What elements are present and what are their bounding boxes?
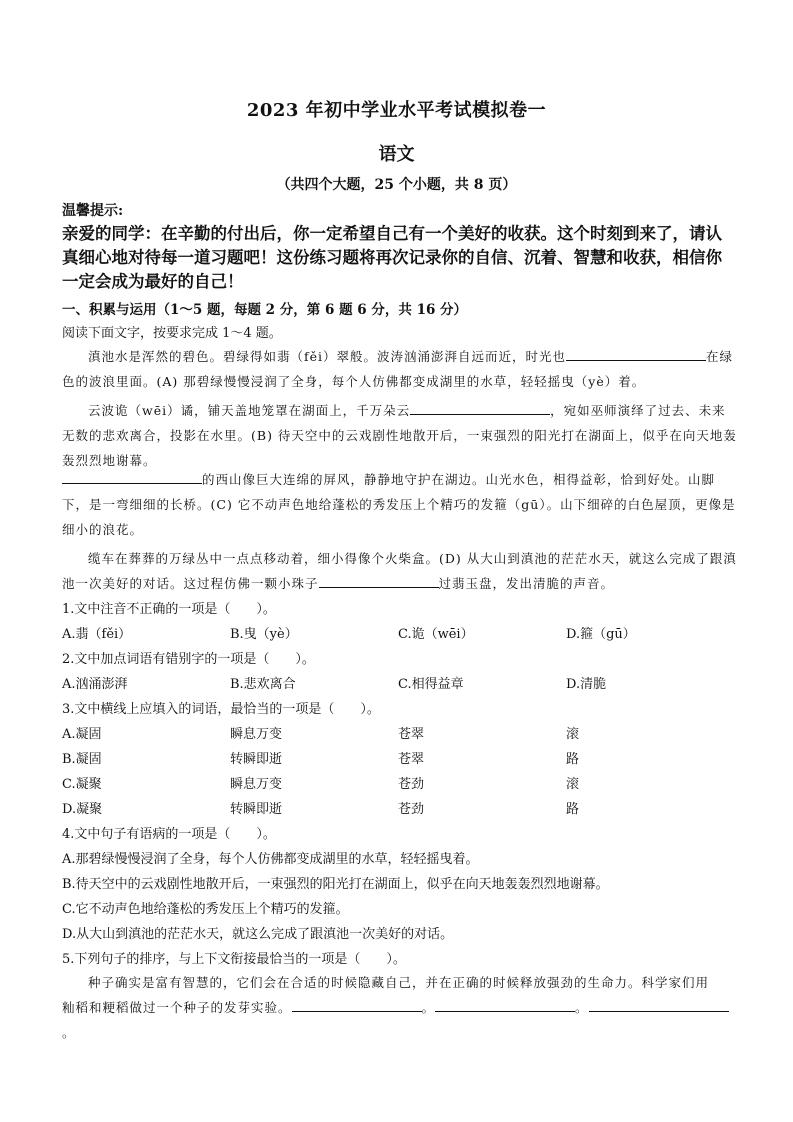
- question-5: 5.下列句子的排序，与上下文衔接最恰当的一项是（ ）。: [62, 952, 406, 967]
- option-cell: A.凝固: [62, 727, 102, 742]
- option-cell: B.凝固: [62, 752, 102, 767]
- question-4-option-c[interactable]: C.它不动声色地给蓬松的秀发压上个精巧的发箍。: [62, 902, 349, 917]
- fill-blank[interactable]: [566, 346, 706, 361]
- option-cell: 路: [566, 752, 580, 767]
- tips-label: 温馨提示:: [62, 203, 124, 219]
- question-3: 3.文中横线上应填入的词语，最恰当的一项是（ ）。: [62, 702, 380, 717]
- section-instruction: 阅读下面文字，按要求完成 1～4 题。: [62, 326, 282, 341]
- passage-text: 种子确实是富有智慧的，它们会在合适的时候隐藏自己，并在正确的时候释放强劲的生命力。科学家们用: [88, 975, 710, 990]
- question-4-option-a[interactable]: A.那碧绿慢慢浸润了全身，每个人仿佛都变成湖里的水草，轻轻摇曳着。: [62, 852, 479, 867]
- exam-title: 2023 年初中学业水平考试模拟卷一: [246, 100, 547, 121]
- option-cell: 瞬息万变: [230, 727, 283, 742]
- question-3-option-a[interactable]: [62, 723, 742, 742]
- question-1-options: [62, 623, 742, 642]
- passage-text: 缆车在葬葬的万绿丛中一点点移动着，细小得像个火柴盒。(D) 从大山到滇池的茫茫水天，就这么完成了跟滇池一次美好的对话。这过程仿佛一颗小珠子: [62, 551, 737, 591]
- tips-text: 亲爱的同学：在辛勤的付出后，你一定希望自己有一个美好的收获。这个时刻到来了，请认真细心地对待每一道习题吧！这份练习题将再次记录你的自信、沉着、智慧和收获，相信你一定会成为最好的自己！: [62, 224, 722, 291]
- option-cell: 滚: [566, 777, 580, 792]
- passage-text: 云波诡（wēi）谲，铺天盖地笼罩在湖面上，千万朵云: [88, 403, 411, 418]
- fill-blank[interactable]: [410, 400, 550, 415]
- question-4: 4.文中句子有语病的一项是（ ）。: [62, 827, 276, 842]
- fill-blank[interactable]: [292, 997, 422, 1012]
- option-cell: 转瞬即逝: [230, 802, 283, 817]
- option-c[interactable]: C.相得益章: [398, 677, 464, 692]
- option-a[interactable]: A.翡（fěi）: [62, 627, 132, 642]
- option-cell: 苍翠: [398, 752, 425, 767]
- question-3-option-d[interactable]: [62, 798, 742, 817]
- passage-text: 在绿色的波浪里面。(A) 那碧绿慢慢浸润了全身，每个人仿佛都变成湖里的水草，轻轻摇曳（yè）着。: [62, 349, 734, 389]
- option-cell: 路: [566, 802, 580, 817]
- question-5-passage: 种子确实是富有智慧的，它们会在合适的时候隐藏自己，并在正确的时候释放强劲的生命力。科学家们用 籼稻和粳稻做过一个种子的发芽实验。 。 。。: [62, 970, 738, 1045]
- option-d[interactable]: D.箍（gū）: [566, 627, 636, 642]
- passage-paragraph-2: [62, 398, 738, 473]
- option-b[interactable]: B.悲欢离合: [230, 677, 296, 692]
- option-cell: D.凝聚: [62, 802, 103, 817]
- fill-blank[interactable]: [62, 469, 202, 484]
- question-2: 2.文中加点词语有错别字的一项是（ ）。: [62, 652, 315, 667]
- fill-blank[interactable]: [435, 997, 575, 1012]
- option-cell: 苍劲: [398, 802, 425, 817]
- passage-text: 过翡玉盘，发出清脆的声音。: [438, 576, 615, 591]
- passage-paragraph-3: [62, 467, 738, 542]
- passage-text: ，宛如巫师演绎了过去、未来无数的悲欢离合，投影在水里。(B) 待天空中的云戏剧性地散开后，一束强烈的阳光打在湖面上，似乎在向天地轰轰烈烈地谢幕。: [62, 403, 737, 468]
- option-c[interactable]: C.诡（wēi）: [398, 627, 474, 642]
- option-a[interactable]: A.汹涌澎湃: [62, 677, 128, 692]
- option-d[interactable]: D.清脆: [566, 677, 607, 692]
- fill-blank[interactable]: [319, 573, 439, 588]
- question-1: 1.文中注音不正确的一项是（ ）。: [62, 602, 276, 617]
- question-4-option-d[interactable]: D.从大山到滇池的茫茫水天，就这么完成了跟滇池一次美好的对话。: [62, 927, 454, 942]
- question-2-options: [62, 673, 742, 692]
- passage-text: 籼稻和粳稻做过一个种子的发芽实验。: [62, 1000, 292, 1015]
- option-cell: 滚: [566, 727, 580, 742]
- question-3-option-c[interactable]: [62, 773, 742, 792]
- option-cell: 瞬息万变: [230, 777, 283, 792]
- option-b[interactable]: B.曳（yè）: [230, 627, 298, 642]
- fill-blank[interactable]: [589, 997, 729, 1012]
- passage-paragraph-4: [62, 546, 738, 596]
- option-cell: C.凝聚: [62, 777, 102, 792]
- passage-text: 的西山像巨大连绵的屏风，静静地守护在湖边。山光水色，相得益彰，恰到好处。山脚下，是一弯细细的长桥。(C) 它不动声色地给蓬松的秀发压上个精巧的发箍（gū）。山下细碎的白色屋顶，更像是细小的浪花。: [62, 472, 736, 537]
- section-heading: 一、积累与运用（1～5 题，每题 2 分，第 6 题 6 分，共 16 分）: [62, 302, 468, 318]
- option-cell: 转瞬即逝: [230, 752, 283, 767]
- option-cell: 苍劲: [398, 777, 425, 792]
- subject-title: 语文: [378, 144, 415, 165]
- passage-paragraph-1: [62, 344, 738, 394]
- option-cell: 苍翠: [398, 727, 425, 742]
- question-3-option-b[interactable]: [62, 748, 742, 767]
- exam-subtitle: （共四个大题，25 个小题，共 8 页）: [276, 177, 517, 193]
- passage-text: 滇池水是浑然的碧色。碧绿得如翡（fěi）翠般。波涛汹涌澎湃自远而近，时光也: [88, 349, 567, 364]
- question-4-option-b[interactable]: B.待天空中的云戏剧性地散开后，一束强烈的阳光打在湖面上，似乎在向天地轰轰烈烈地谢幕。: [62, 877, 609, 892]
